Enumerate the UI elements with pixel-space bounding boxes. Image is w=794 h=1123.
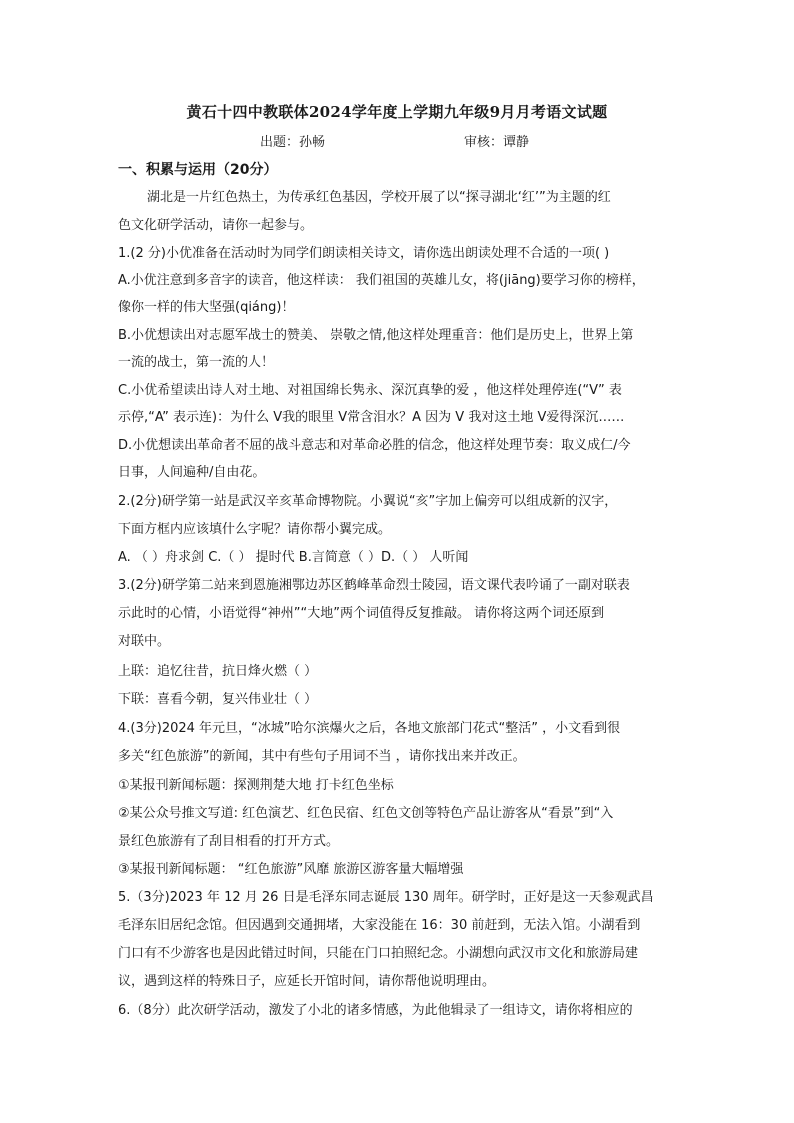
q3-upper-couplet: 上联：追忆往昔，抗日烽火燃（ ） [118,664,318,679]
q5-line-4: 议，遇到这样的特殊日子，应延长开馆时间，请你帮他说明理由。 [118,974,496,989]
q1-option-a-line-1: A.小优注意到多音字的读音，他这样读： 我们祖国的英雄儿女，将(jiāng)要学习你的榜样， [118,273,645,288]
q3-stem-line-3: 对联中。 [118,634,171,649]
q1-option-d-line-1: D.小优想读出革命者不屈的战斗意志和对革命必胜的信念，他这样处理节奏：取义成仁/今 [118,438,631,453]
q2-stem-line-1: 2.(2分)研学第一站是武汉辛亥革命博物院。小翼说“亥”字加上偏旁可以组成新的汉字， [118,494,618,509]
q1-stem: 1.(2 分)小优准备在活动时为同学们朗读相关诗文，请你选出朗读处理不合适的一项( ) [118,246,610,261]
q4-item-2-line-1: ②某公众号推文写道: 红色演艺、红色民宿、红色文创等特色产品让游客从“看景”到“入 [118,806,614,821]
q1-option-b-line-2: 一流的战士，第一流的人！ [118,355,275,370]
q4-item-3: ③某报刊新闻标题： “红色旅游”风靡 旅游区游客量大幅增强 [118,862,464,877]
section1-heading: 一、积累与运用（20分） [118,162,278,178]
intro-line-2: 色文化研学活动，请你一起参与。 [118,218,314,233]
q1-option-a-line-2: 像你一样的伟大坚强(qiáng)！ [118,300,295,315]
exam-title: 黄石十四中教联体2024学年度上学期九年级9月月考语文试题 [186,103,608,121]
q4-stem-line-2: 多关“红色旅游”的新闻，其中有些句子用词不当 ，请你找出来并改正。 [118,749,526,764]
q5-line-2: 毛泽东旧居纪念馆。但因遇到交通拥堵，大家没能在 16：30 前赶到，无法入馆。小湖看到 [118,918,641,933]
q3-lower-couplet: 下联：喜看今朝，复兴伟业壮（ ） [118,692,318,707]
q2-stem-line-2: 下面方框内应该填什么字呢？请你帮小翼完成。 [118,522,392,537]
q5-line-1: 5.（3分)2023 年 12 月 26 日是毛泽东同志诞辰 130 周年。研学时，正好是这一天参观武昌 [118,890,654,905]
q4-item-1: ①某报刊新闻标题：探测荆楚大地 打卡红色坐标 [118,778,394,793]
q3-stem-line-1: 3.(2分)研学第二站来到恩施湘鄂边苏区鹤峰革命烈士陵园，语文课代表吟诵了一副对联表 [118,578,630,593]
q1-option-d-line-2: 日事，人间遍种/自由花。 [118,465,266,480]
author-credit: 出题：孙畅 [260,135,326,150]
q6-stem: 6.（8分）此次研学活动，激发了小北的诸多情感，为此他辑录了一组诗文，请你将相应的 [118,1003,633,1018]
reviewer-credit: 审核：谭静 [464,135,530,150]
q4-stem-line-1: 4.(3分)2024 年元旦，“冰城”哈尔滨爆火之后，各地文旅部门花式“整活” ，小文看到很 [118,721,621,736]
q5-line-3: 门口有不少游客也是因此错过时间，只能在门口拍照纪念。小湖想向武汉市文化和旅游局建 [118,946,639,961]
q4-item-2-line-2: 景红色旅游有了刮目相看的打开方式。 [118,834,340,849]
q2-options: A. （ ）舟求剑 C.（ ） 提时代 B.言简意（ ）D.（ ） 人听闻 [118,550,469,565]
intro-line-1: 湖北是一片红色热土，为传承红色基因，学校开展了以“探寻湖北‘红’”为主题的红 [147,190,611,205]
q1-option-b-line-1: B.小优想读出对志愿军战士的赞美、 崇敬之情,他这样处理重音：他们是历史上，世界上第 [118,328,634,343]
q1-option-c-line-1: C.小优希望读出诗人对土地、对祖国绵长隽永、深沉真挚的爱 ，他这样处理停连(“V” 表 [118,383,622,398]
q1-option-c-line-2: 示停,“A” 表示连)：为什么 V我的眼里 V常含泪水？A 因为 V 我对这土地 V爱得深沉…… [118,410,625,425]
q3-stem-line-2: 示此时的心情，小语觉得“神州”“大地”两个词值得反复推敲。 请你将这两个词还原到 [118,606,605,621]
